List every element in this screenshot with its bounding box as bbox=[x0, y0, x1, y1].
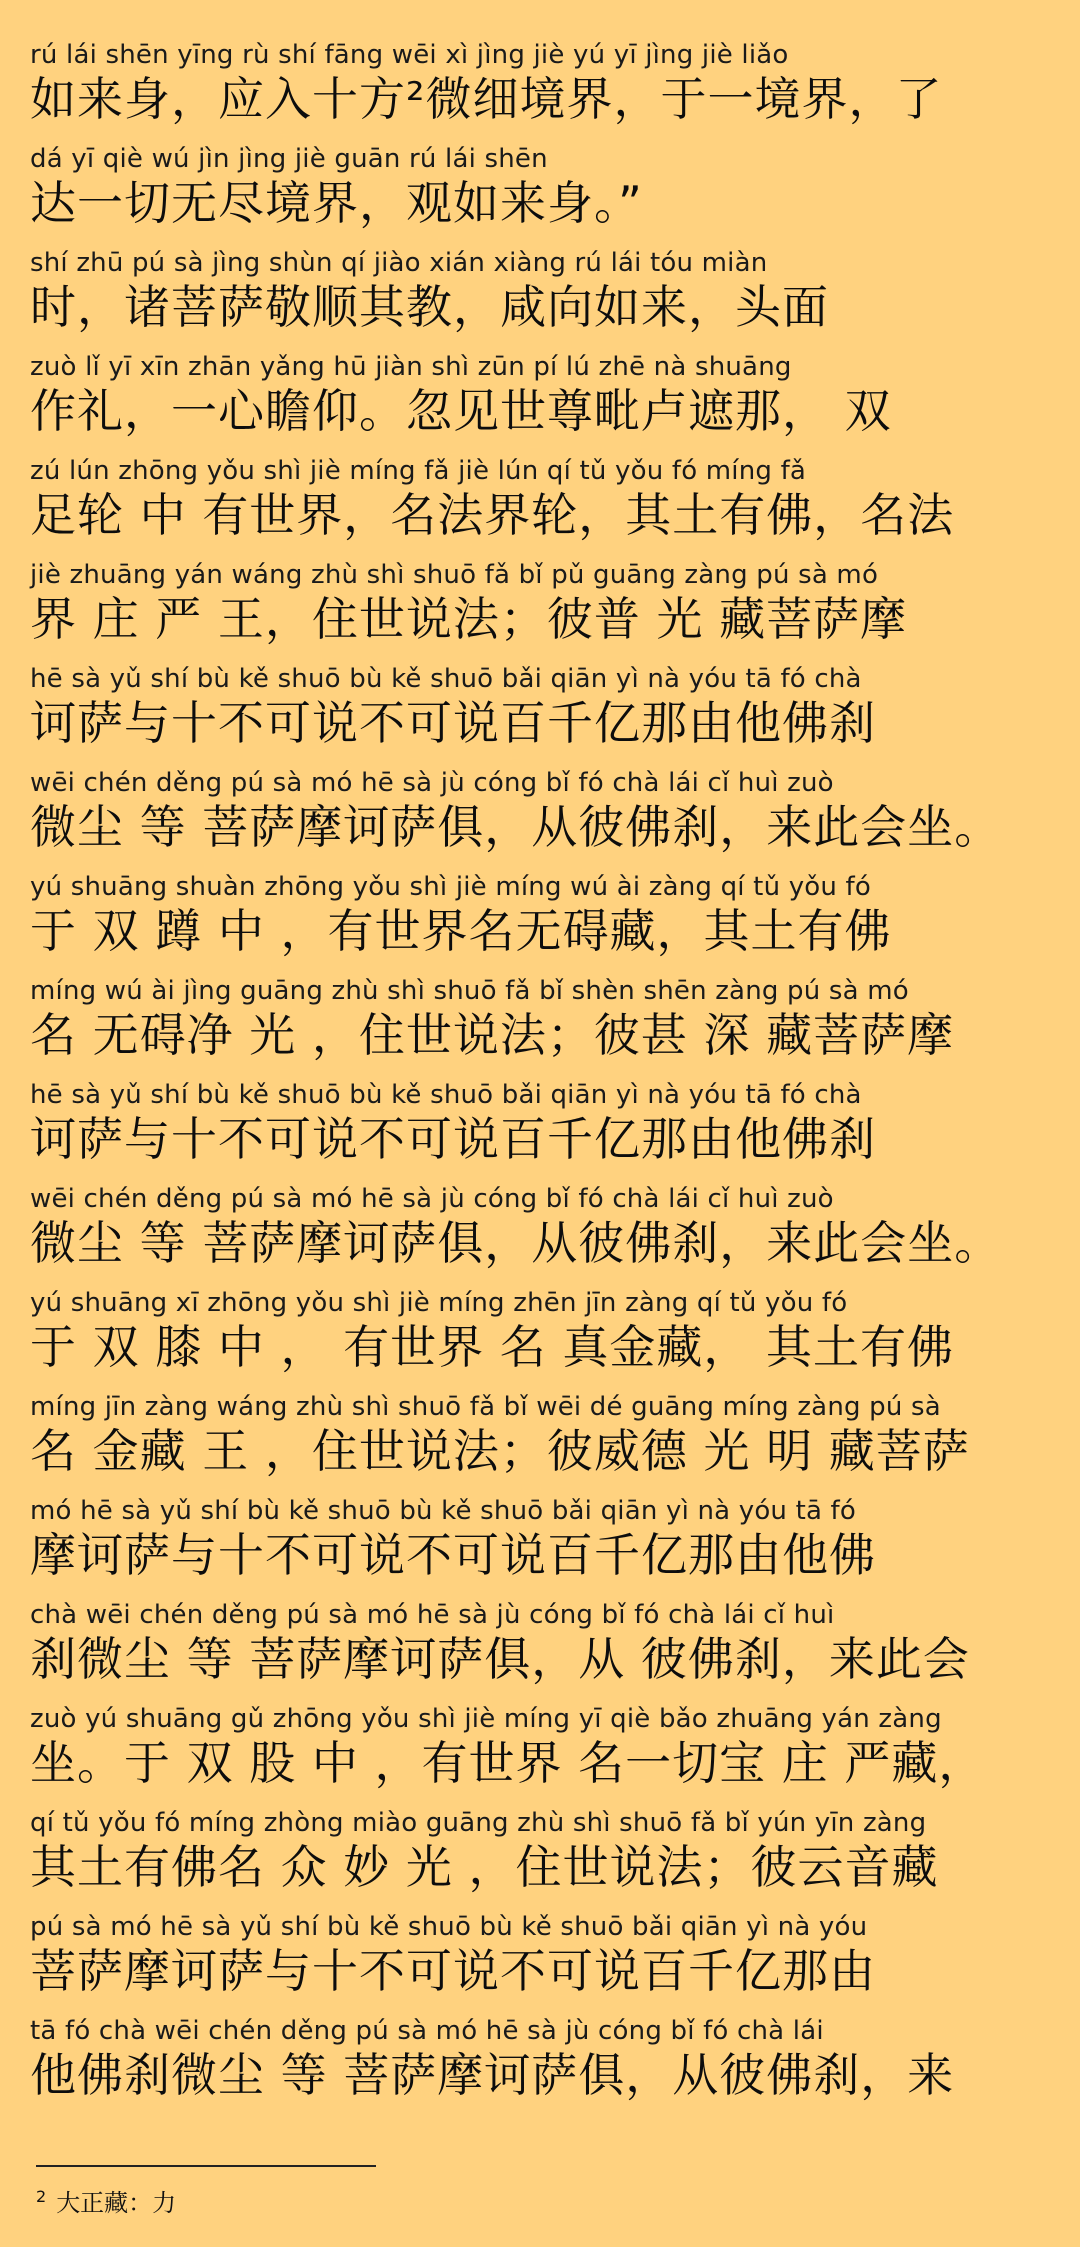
text-line bbox=[30, 1080, 1050, 1184]
text-line bbox=[30, 40, 1050, 144]
hanzi-line: 名 金藏 王 ，住世说法；彼威德 光 明 藏菩萨 bbox=[30, 1424, 970, 1478]
pinyin-line: hē sà yǔ shí bù kě shuō bù kě shuō bǎi qiān yì nà yóu tā fó chà bbox=[30, 1080, 862, 1110]
text-line bbox=[30, 144, 1050, 248]
text-line bbox=[30, 1184, 1050, 1288]
hanzi-line: 作礼，一心瞻仰。忽见世尊毗卢遮那， 双 bbox=[30, 384, 892, 438]
hanzi-line: 达一切无尽境界，观如来身。” bbox=[30, 176, 643, 230]
pinyin-line: yú shuāng shuàn zhōng yǒu shì jiè míng wú ài zàng qí tǔ yǒu fó bbox=[30, 872, 872, 902]
pinyin-line: wēi chén děng pú sà mó hē sà jù cóng bǐ fó chà lái cǐ huì zuò bbox=[30, 768, 834, 798]
hanzi-line: 如来身，应入十方²微细境界，于一境界，了 bbox=[30, 72, 943, 126]
text-line bbox=[30, 1704, 1050, 1808]
pinyin-line: zuò lǐ yī xīn zhān yǎng hū jiàn shì zūn pí lú zhē nà shuāng bbox=[30, 352, 792, 382]
pinyin-line: jiè zhuāng yán wáng zhù shì shuō fǎ bǐ pǔ guāng zàng pú sà mó bbox=[30, 560, 879, 590]
pinyin-line: pú sà mó hē sà yǔ shí bù kě shuō bù kě shuō bǎi qiān yì nà yóu bbox=[30, 1912, 868, 1942]
hanzi-line: 足轮 中 有世界，名法界轮，其土有佛，名法 bbox=[30, 488, 955, 542]
pinyin-line: tā fó chà wēi chén děng pú sà mó hē sà jù cóng bǐ fó chà lái bbox=[30, 2016, 824, 2046]
hanzi-line: 名 无碍净 光 ，住世说法；彼甚 深 藏菩萨摩 bbox=[30, 1008, 955, 1062]
text-line bbox=[30, 1600, 1050, 1704]
text-line bbox=[30, 768, 1050, 872]
text-line bbox=[30, 1912, 1050, 2016]
pinyin-line: qí tǔ yǒu fó míng zhòng miào guāng zhù shì shuō fǎ bǐ yún yīn zàng bbox=[30, 1808, 927, 1838]
hanzi-line: 微尘 等 菩萨摩诃萨俱，从彼佛刹，来此会坐。 bbox=[30, 1216, 1002, 1270]
pinyin-line: chà wēi chén děng pú sà mó hē sà jù cóng bǐ fó chà lái cǐ huì bbox=[30, 1600, 835, 1630]
hanzi-line: 界 庄 严 王，住世说法；彼普 光 藏菩萨摩 bbox=[30, 592, 908, 646]
text-line bbox=[30, 456, 1050, 560]
footnote-divider bbox=[36, 2165, 376, 2167]
text-line bbox=[30, 352, 1050, 456]
hanzi-line: 摩诃萨与十不可说不可说百千亿那由他佛 bbox=[30, 1528, 876, 1582]
text-line bbox=[30, 976, 1050, 1080]
text-line bbox=[30, 1392, 1050, 1496]
hanzi-line: 坐。于 双 股 中 ，有世界 名一切宝 庄 严藏， bbox=[30, 1736, 986, 1790]
footnote-number: 2 bbox=[36, 2187, 47, 2206]
hanzi-line: 其土有佛名 众 妙 光 ，住世说法；彼云音藏 bbox=[30, 1840, 939, 1894]
pinyin-line: rú lái shēn yīng rù shí fāng wēi xì jìng jiè yú yī jìng jiè liǎo bbox=[30, 40, 789, 70]
pinyin-line: míng jīn zàng wáng zhù shì shuō fǎ bǐ wēi dé guāng míng zàng pú sà bbox=[30, 1392, 941, 1422]
pinyin-line: mó hē sà yǔ shí bù kě shuō bù kě shuō bǎi qiān yì nà yóu tā fó bbox=[30, 1496, 857, 1526]
pinyin-line: shí zhū pú sà jìng shùn qí jiào xián xiàng rú lái tóu miàn bbox=[30, 248, 768, 278]
pinyin-line: yú shuāng xī zhōng yǒu shì jiè míng zhēn jīn zàng qí tǔ yǒu fó bbox=[30, 1288, 848, 1318]
footnote bbox=[36, 2180, 176, 2220]
footnote-text: 大正藏：力 bbox=[56, 2189, 177, 2217]
hanzi-line: 于 双 膝 中 ， 有世界 名 真金藏， 其土有佛 bbox=[30, 1320, 954, 1374]
text-line bbox=[30, 2016, 1050, 2120]
text-line bbox=[30, 560, 1050, 664]
text-line bbox=[30, 1808, 1050, 1912]
pinyin-line: zuò yú shuāng gǔ zhōng yǒu shì jiè míng yī qiè bǎo zhuāng yán zàng bbox=[30, 1704, 942, 1734]
scripture-text bbox=[30, 40, 1050, 2120]
text-line bbox=[30, 664, 1050, 768]
pinyin-line: míng wú ài jìng guāng zhù shì shuō fǎ bǐ shèn shēn zàng pú sà mó bbox=[30, 976, 909, 1006]
text-line bbox=[30, 248, 1050, 352]
hanzi-line: 诃萨与十不可说不可说百千亿那由他佛刹 bbox=[30, 1112, 876, 1166]
pinyin-line: zú lún zhōng yǒu shì jiè míng fǎ jiè lún qí tǔ yǒu fó míng fǎ bbox=[30, 456, 807, 486]
text-line bbox=[30, 1496, 1050, 1600]
pinyin-line: dá yī qiè wú jìn jìng jiè guān rú lái shēn bbox=[30, 144, 548, 174]
hanzi-line: 于 双 蹲 中 ，有世界名无碍藏，其土有佛 bbox=[30, 904, 892, 958]
hanzi-line: 刹微尘 等 菩萨摩诃萨俱，从 彼佛刹，来此会 bbox=[30, 1632, 970, 1686]
pinyin-line: hē sà yǔ shí bù kě shuō bù kě shuō bǎi qiān yì nà yóu tā fó chà bbox=[30, 664, 862, 694]
hanzi-line: 微尘 等 菩萨摩诃萨俱，从彼佛刹，来此会坐。 bbox=[30, 800, 1002, 854]
hanzi-line: 他佛刹微尘 等 菩萨摩诃萨俱，从彼佛刹，来 bbox=[30, 2048, 955, 2102]
hanzi-line: 诃萨与十不可说不可说百千亿那由他佛刹 bbox=[30, 696, 876, 750]
text-line bbox=[30, 872, 1050, 976]
pinyin-line: wēi chén děng pú sà mó hē sà jù cóng bǐ fó chà lái cǐ huì zuò bbox=[30, 1184, 834, 1214]
hanzi-line: 时，诸菩萨敬顺其教，咸向如来，头面 bbox=[30, 280, 829, 334]
text-line bbox=[30, 1288, 1050, 1392]
hanzi-line: 菩萨摩诃萨与十不可说不可说百千亿那由 bbox=[30, 1944, 876, 1998]
